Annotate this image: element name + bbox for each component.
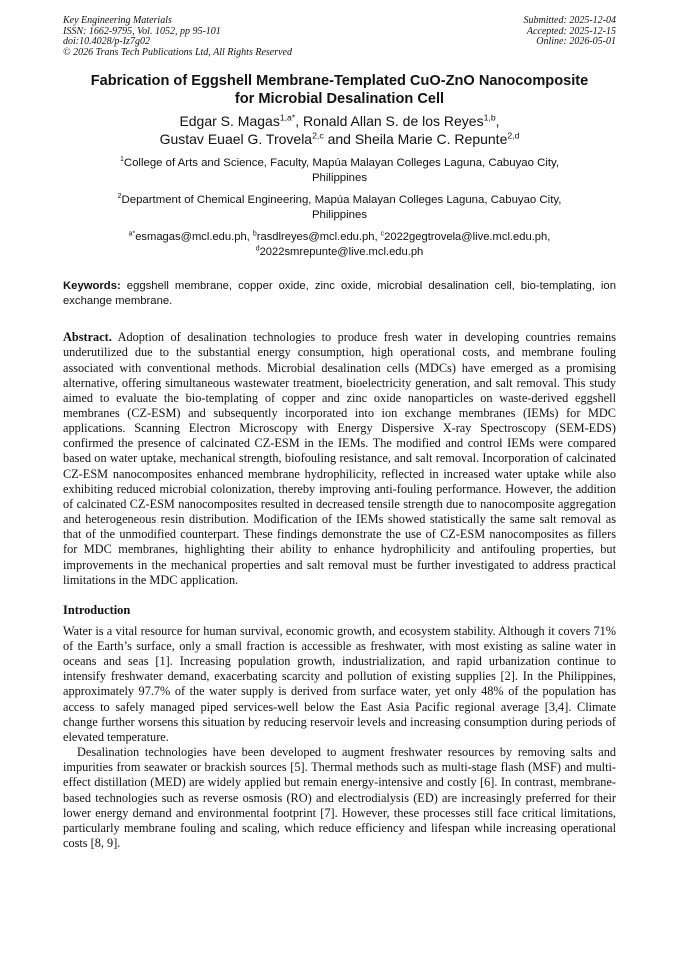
affiliation-mark: 1 [119, 156, 124, 164]
keywords-label: Keywords: [63, 280, 121, 293]
author-name: Edgar S. Magas [179, 113, 280, 130]
submitted-date: Submitted: 2025-12-04 [523, 15, 616, 26]
abstract-text: Adoption of desalination technologies to produce fresh water in developing countries remains underutilized due to the substantial energy consumption, high operational costs, and membrane fouling associated with conventional methods. Microbial desalination cells (MDCs) have emerged as a promising alternative, offering simultaneous wastewater treatment, bioelectricity generation, and salt removal. This study aimed to evaluate the bio-templating of copper and zinc oxide nanoparticles on waste-derived eggshell membranes (CZ-ESM) and subsequently incorporated into ion exchange membranes (IEMs) for MDC applications. Scanning Electron Microscopy with Energy Dispersive X-ray Spectroscopy (SEM-EDS) confirmed the presence of calcinated CZ-ESM in the IEMs. The modified and control IEMs were compared based on water uptake, mechanical strength, biofouling resistance, and salt removal. Incorporation of calcinated CZ-ESM nanocomposites enhanced membrane hydrophilicity, reflected in increased water uptake while also exhibiting reduced microbial colonization, thereby improving anti-fouling performance. However, the addition of calcinated CZ-ESM nanocomposites resulted in decreased tensile strength due to nanocomposite aggregation and heterogeneous resin distribution. Modification of the IEMs showed statistically the same salt removal as that of the unmodified counterpart. These findings demonstrate the use of CZ-ESM nanocomposites as fillers for MDC membranes, highlighting their ability to enhance hydrophilicity and antifouling properties, but improvements in the mechanical properties and salt removal must be further investigated to address practical limitations in the MDC application. [63, 330, 616, 587]
author-separator: , [495, 113, 500, 130]
email-mark: d [255, 245, 260, 253]
author-line [63, 130, 616, 148]
author-affiliation-mark: 1,a* [279, 112, 296, 123]
online-date: Online: 2026-05-01 [536, 36, 616, 48]
email-address: 2022smrepunte@live.mcl.edu.ph [259, 245, 424, 258]
author-affiliation-mark: 2,d [507, 130, 520, 141]
journal-header [63, 16, 616, 58]
affiliation-line [63, 193, 616, 208]
journal-doi: doi:10.4028/p-Iz7g02 [63, 36, 150, 48]
email-address: esmagas@mcl.edu.ph, [135, 231, 253, 244]
affiliation [63, 156, 616, 186]
author-list [63, 112, 616, 148]
journal-name: Key Engineering Materials [63, 15, 172, 26]
section-heading-introduction: Introduction [63, 602, 131, 617]
keywords-text: eggshell membrane, copper oxide, zinc oxide, microbial desalination cell, bio-templating, ion exchange membrane. [63, 280, 616, 307]
email-address: rasdlreyes@mcl.edu.ph, [256, 231, 381, 244]
author-affiliation-mark: 1,b [483, 112, 496, 123]
affiliation-line [63, 156, 616, 171]
affiliation-text: College of Arts and Science, Faculty, Mapúa Malayan Colleges Laguna, Cabuyao City, [123, 157, 560, 170]
author-emails [63, 230, 616, 259]
abstract-label: Abstract. [63, 330, 112, 345]
affiliation-mark: 2 [117, 193, 122, 201]
affiliation-line: Philippines [311, 172, 368, 185]
email-mark: a* [128, 230, 136, 238]
journal-issn: ISSN: 1662-9795, Vol. 1052, pp 95-101 [63, 25, 221, 37]
affiliation [63, 193, 616, 223]
accepted-date: Accepted: 2025-12-15 [526, 25, 616, 37]
email-address: 2022gegtrovela@live.mcl.edu.ph, [384, 231, 551, 244]
author-separator: , [295, 113, 304, 130]
publication-dates [524, 16, 617, 58]
author-name: Gustav Euael G. Trovela [159, 131, 313, 148]
abstract [63, 330, 616, 588]
paper-title-line: Fabrication of Eggshell Membrane-Templated CuO-ZnO Nanocomposite [90, 73, 589, 90]
email-line [63, 230, 616, 245]
email-mark: b [252, 230, 257, 238]
journal-copyright: © 2026 Trans Tech Publications Ltd, All Rights Reserved [63, 46, 292, 58]
paper-title [63, 72, 616, 108]
author-name: Ronald Allan S. de los Reyes [303, 113, 484, 130]
affiliation-text: Department of Chemical Engineering, Mapúa Malayan Colleges Laguna, Cabuyao City, [121, 194, 562, 207]
paper-page [63, 16, 616, 851]
email-line [63, 245, 616, 260]
body-paragraph: Desalination technologies have been developed to augment freshwater resources by removing salts and impurities from seawater or brackish sources [5]. Thermal methods such as multi-stage flash (MSF) and multi-effect distillation (MED) are widely applied but remain energy-intensive and costly [6]. In contrast, membrane-based technologies such as reverse osmosis (RO) and electrodialysis (ED) are increasingly preferred for their lower energy demand and environmental footprint [7]. However, these processes still face critical limitations, particularly membrane fouling and scaling, which reduce efficiency and lifespan while increasing operational costs [8, 9]. [63, 745, 616, 851]
paper-title-line: for Microbial Desalination Cell [234, 91, 445, 108]
body-paragraph: Water is a vital resource for human survival, economic growth, and ecosystem stability. Although it covers 71% of the Earth’s surface, only a small fraction is accessible as freshwater, with most existing as saline water in oceans and seas [1]. Increasing population growth, industrialization, and rapid urbanization continue to intensify freshwater demand, exacerbating scarcity and pollution of existing supplies [2]. In the Philippines, approximately 97.7% of the water supply is derived from surface water, yet only 48% of the population has access to safely managed piped services-well below the East Asia Pacific regional average [3,4]. Climate change further worsens this situation by reducing reservoir levels and increasing consumption during periods of elevated temperature. [63, 623, 616, 744]
email-mark: c [380, 230, 385, 238]
journal-info [63, 16, 292, 58]
author-affiliation-mark: 2,c [312, 130, 324, 141]
author-separator: and [323, 131, 355, 148]
affiliation-line: Philippines [311, 209, 368, 222]
keywords [63, 279, 616, 308]
author-line [63, 112, 616, 130]
author-name: Sheila Marie C. Repunte [354, 131, 508, 148]
